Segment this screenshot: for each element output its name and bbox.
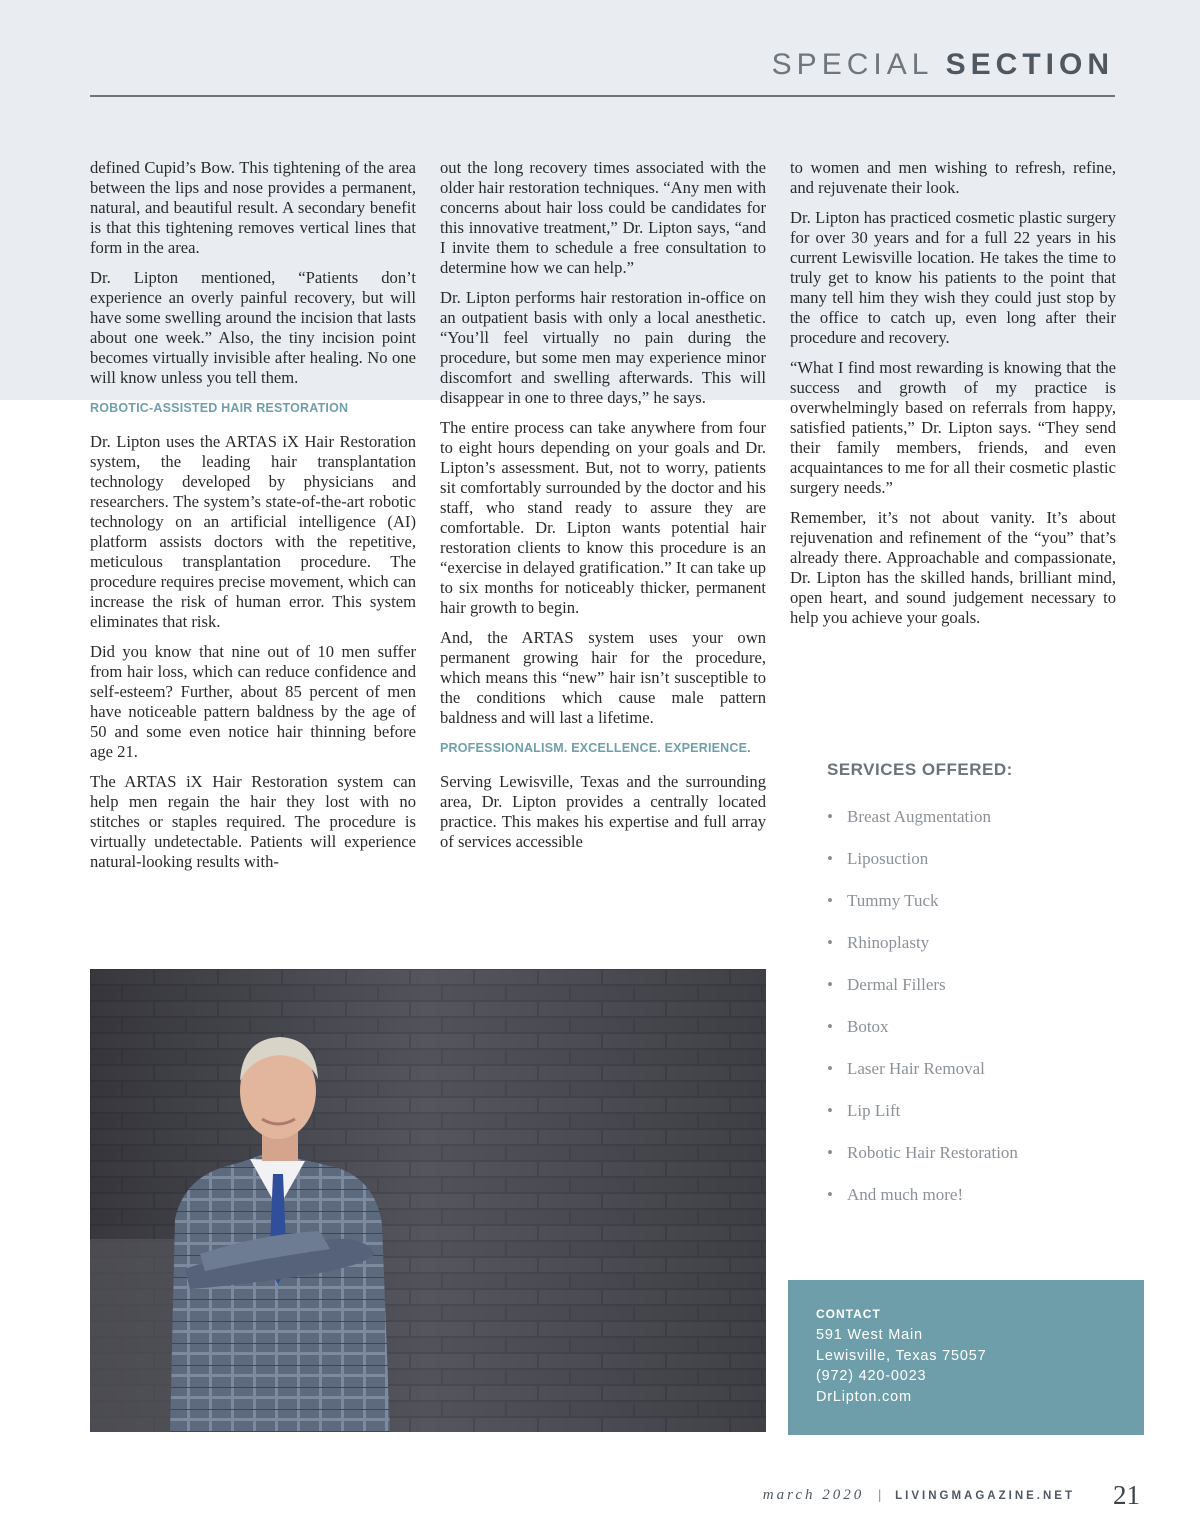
footer-site-link[interactable]: LIVINGMAGAZINE.NET (895, 1489, 1075, 1502)
paragraph: Dr. Lipton has practiced cosmetic plastic surgery for over 30 years and for a full 22 years in his current Lewisville location. He takes the time to truly get to know his patients to the point that many tell him they wish they could just stop by the office to catch up, even long after their procedure and recovery. (790, 208, 1116, 347)
list-item (827, 890, 1127, 932)
service-label: Dermal Fillers (847, 975, 946, 994)
bullet-icon: • (827, 807, 833, 826)
paragraph: Dr. Lipton performs hair restoration in-office on an outpatient basis with only a local anesthetic. “You’ll feel virtually no pain during the procedure, but some men may experience minor discomfort and swelling afterwards. This will disappear in one to three days,” he says. (440, 288, 766, 407)
paragraph: Did you know that nine out of 10 men suffer from hair loss, which can reduce confidence and self-esteem? Further, about 85 percent of men have noticeable pattern baldness by the age of 50 and some even notice hair thinning before age 21. (90, 642, 416, 761)
service-label: Lip Lift (847, 1101, 901, 1120)
section-heading-light: SPECIAL (771, 48, 933, 81)
paragraph: Serving Lewisville, Texas and the surrounding area, Dr. Lipton provides a centrally located practice. This makes his expertise and full array of services accessible (440, 772, 766, 851)
bullet-icon: • (827, 1059, 833, 1078)
contact-website-link[interactable]: DrLipton.com (816, 1388, 912, 1405)
paragraph: And, the ARTAS system uses your own permanent growing hair for the procedure, which means this “new” hair isn’t susceptible to the conditions which cause male pattern baldness and will last a lifetime. (440, 628, 766, 727)
subheading-professionalism: PROFESSIONALISM. EXCELLENCE. EXPERIENCE. (440, 741, 751, 755)
service-label: Liposuction (847, 849, 929, 868)
subheading-robotic: ROBOTIC-ASSISTED HAIR RESTORATION (90, 401, 349, 415)
service-label: And much more! (847, 1185, 964, 1204)
paragraph: The ARTAS iX Hair Restoration system can help men regain the hair they lost with no stitches or staples required. The procedure is virtually undetectable. Patients will experience natural-looking results with- (90, 772, 416, 871)
list-item (827, 932, 1127, 974)
doctor-portrait-photo (90, 969, 766, 1432)
list-item (827, 1142, 1127, 1184)
service-label: Laser Hair Removal (847, 1059, 985, 1078)
list-item (827, 806, 1127, 848)
bullet-icon: • (827, 1017, 833, 1036)
article-column-2 (440, 158, 766, 862)
list-item (827, 1100, 1127, 1142)
header-rule (90, 95, 1115, 97)
section-heading-bold: SECTION (945, 48, 1114, 81)
paragraph: out the long recovery times associated with the older hair restoration techniques. “Any men with concerns about hair loss could be candidates for this innovative treatment,” Dr. Lipton says, “and I invite them to schedule a free consultation to determine how we can help.” (440, 158, 766, 277)
services-list (827, 806, 1127, 1226)
bullet-icon: • (827, 849, 833, 868)
bullet-icon: • (827, 933, 833, 952)
bullet-icon: • (827, 975, 833, 994)
contact-title: CONTACT (816, 1307, 881, 1321)
contact-address-line-2: Lewisville, Texas 75057 (816, 1347, 987, 1364)
section-heading (772, 48, 1114, 82)
contact-box (788, 1280, 1144, 1435)
bullet-icon: • (827, 1143, 833, 1162)
service-label: Botox (847, 1017, 889, 1036)
footer-issue-date: march 2020 (762, 1487, 865, 1503)
bullet-icon: • (827, 1185, 833, 1204)
list-item (827, 1184, 1127, 1226)
paragraph: Remember, it’s not about vanity. It’s about rejuvenation and refinement of the “you” that’s already there. Approachable and compassionate, Dr. Lipton has the skilled hands, brilliant mind, open heart, and sound judgement necessary to help you achieve your goals. (790, 508, 1116, 627)
article-column-1 (90, 158, 416, 882)
paragraph: Dr. Lipton mentioned, “Patients don’t experience an overly painful recovery, but will have some swelling around the incision that lasts about one week.” Also, the tiny incision point becomes virtually invisible after healing. No one will know unless you tell them. (90, 268, 416, 387)
service-label: Rhinoplasty (847, 933, 930, 952)
article-column-3 (790, 158, 1116, 638)
service-label: Tummy Tuck (847, 891, 939, 910)
paragraph: to women and men wishing to refresh, refine, and rejuvenate their look. (790, 158, 1116, 197)
services-title: SERVICES OFFERED: (827, 760, 1013, 779)
list-item (827, 1058, 1127, 1100)
services-offered-box (827, 760, 1127, 1226)
service-label: Robotic Hair Restoration (847, 1143, 1018, 1162)
paragraph: “What I find most rewarding is knowing that the success and growth of my practice is overwhelmingly based on referrals from happy, satisfied patients,” Dr. Lipton says. “They send their family members, friends, and even acquaintances to me for all their cosmetic plastic surgery needs.” (790, 358, 1116, 497)
list-item (827, 974, 1127, 1016)
page-footer (763, 1480, 1140, 1511)
paragraph: defined Cupid’s Bow. This tightening of the area between the lips and nose provides a permanent, natural, and beautiful result. A secondary benefit is that this tightening removes vertical lines that form in the area. (90, 158, 416, 257)
contact-phone[interactable]: (972) 420-0023 (816, 1368, 927, 1384)
bullet-icon: • (827, 1101, 833, 1120)
contact-address-line-1: 591 West Main (816, 1327, 923, 1343)
bullet-icon: • (827, 891, 833, 910)
paragraph: The entire process can take anywhere from four to eight hours depending on your goals and Dr. Lipton’s assessment. But, not to worry, patients sit comfortably surrounded by the doctor and his staff, who stand ready to assure they are comfortable. Dr. Lipton wants potential hair restoration clients to know this procedure is an “exercise in delayed gratification.” It can take up to six months for noticeably thicker, permanent hair growth to begin. (440, 418, 766, 617)
footer-separator: | (878, 1487, 882, 1503)
service-label: Breast Augmentation (847, 807, 992, 826)
paragraph: Dr. Lipton uses the ARTAS iX Hair Restoration system, the leading hair transplantation technology developed by physicians and researchers. The system’s state-of-the-art robotic technology on an artificial intelligence (AI) platform assists doctors with the repetitive, meticulous transplantation procedure. The procedure requires precise movement, which can increase the risk of human error. This system eliminates that risk. (90, 432, 416, 631)
list-item (827, 848, 1127, 890)
page-number: 21 (1113, 1480, 1140, 1510)
list-item (827, 1016, 1127, 1058)
